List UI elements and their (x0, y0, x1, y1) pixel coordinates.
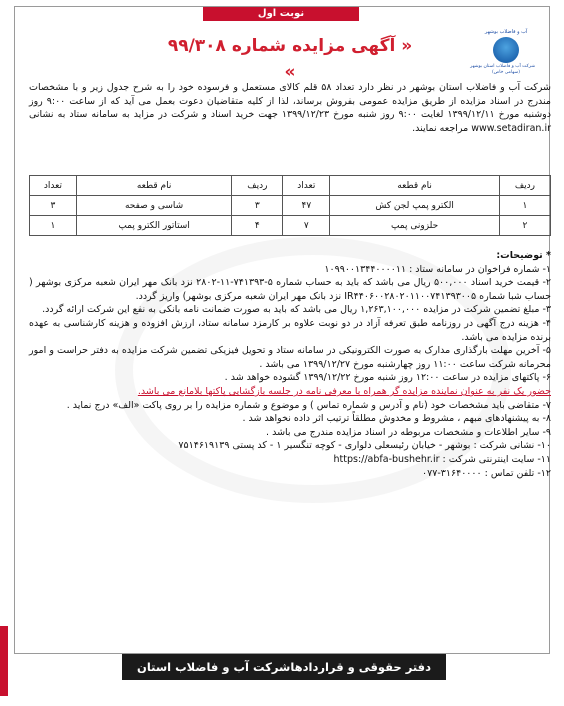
table-row (30, 216, 551, 236)
ad-title: « آگهی مزایده شماره ۹۹/۳۰۸ » (167, 36, 413, 82)
representative-note: حضور یک نفر به عنوان نماینده مزایده گر همراه با معرفی نامه در جلسه بازگشایی پاکتها بلامانع می باشد. (137, 385, 551, 397)
table-cell: ۳ (232, 196, 283, 216)
note-item: ۴- هزینه درج آگهی در روزنامه طبق تعرفه آزاد در دو نوبت علاوه بر کارمزد سامانه ستاد، ارزش افزوده و هزینه کارشناسی به عهده برنده مزایده می باشد. (29, 317, 551, 343)
logo-sub: (سهامی خاص) (492, 70, 520, 75)
table-cell: حلزونی پمپ (330, 216, 500, 236)
col-header: تعداد (30, 176, 77, 196)
table-cell: ۴۷ (283, 196, 330, 216)
notes-section (29, 249, 551, 480)
col-header: ردیف (232, 176, 283, 196)
water-drop-icon (493, 37, 519, 63)
table-row (30, 196, 551, 216)
col-header: ردیف (499, 176, 550, 196)
logo-top-text: آب و فاضلاب بوشهر (484, 29, 528, 35)
logo-caption: شرکت آب و فاضلاب استان بوشهر (470, 64, 535, 69)
note-item: ۷- متقاضی باید مشخصات خود (نام و آدرس و شماره تماس ) و موضوع و شماره مزایده را بر روی پاکت «الف» درج نماید . (66, 399, 551, 411)
note-item: ۲- قیمت خرید اسناد ۵۰۰,۰۰۰ ریال می باشد که باید به حساب شماره ۵-۷۴۱۳۹۳-۱۱-۲۸۰۲ نزد بانک مهر ایران شعبه مرکزی بوشهر ( حساب شبا شماره IR۴۴۰۶۰۰۲۸۰۲۰۱۱۰۰۷۴۱۳۹۳۰۰۵ نزد بانک مهر ایران شعبه مرکزی بوشهر) واریز گردد. (29, 277, 551, 302)
note-item: ۳- مبلغ تضمین شرکت در مزایده ۱,۲۶۳,۱۰۰,۰۰۰ ریال می باشد که باید به صورت ضمانت نامه بانکی به نفع این شرکت ارائه گردد. (42, 304, 551, 316)
table-cell: ۳ (30, 196, 77, 216)
ad-frame (14, 6, 550, 654)
table-cell: ۱ (499, 196, 550, 216)
table-cell: ۲ (499, 216, 550, 236)
footer-banner: دفتر حقوقی و قراردادهاشرکت آب و فاضلاب استان بوشهر (122, 654, 446, 680)
first-round-badge: نوبت اول (203, 7, 359, 21)
note-item: ۸- به پیشنهادهای مبهم ، مشروط و مخدوش مطلقاً ترتیب اثر داده نخواهد شد . (242, 413, 551, 425)
col-header: نام قطعه (76, 176, 231, 196)
col-header: نام قطعه (330, 176, 500, 196)
note-item: ۶- پاکتهای مزایده در ساعت ۱۲:۰۰ روز شنبه مورخ ۱۳۹۹/۱۲/۲۲ گشوده خواهد شد . (224, 372, 551, 384)
website-note: ۱۱- سایت اینترنتی شرکت : https://abfa-bushehr.ir (333, 453, 551, 465)
intro-paragraph: شرکت آب و فاضلاب استان بوشهر در نظر دارد تعداد ۵۸ قلم کالای مستعمل و فرسوده خود را به شرح جدول زیر و با مشخصات مندرج در اسناد مزایده از طریق مزایده عمومی بفروش برساند، لذا از کلیه متقاضیان دعوت بعمل می آید که از ساعت ۹:۰۰ روز دوشنبه مورخ ۱۳۹۹/۱۲/۱۱ لغایت ۹:۰۰ روز شنبه مورخ ۱۳۹۹/۱۲/۲۳ جهت خرید اسناد و شرکت در مزاید به سامانه ستاد به نشانی www.setadiran.ir مراجعه نمایند. (29, 82, 551, 134)
table-cell: ۴ (232, 216, 283, 236)
phone-note: ۱۲- تلفن تماس : ۳۱۶۴۰۰۰۰-۰۷۷ (422, 467, 551, 479)
note-item: ۱- شماره فراخوان در سامانه ستاد : ۱۰۹۹۰۰۱۳۴۴۰۰۰۰۱۱ (324, 263, 551, 275)
table-cell: ۱ (30, 216, 77, 236)
notes-heading: * توضیحات: (496, 250, 551, 261)
company-logo (470, 29, 535, 81)
note-item: ۵- آخرین مهلت بارگذاری مدارک به صورت الکترونیکی در سامانه ستاد و تحویل فیزیکی تضمین شرکت مزایده به دفتر حراست و امور محرمانه شرکت ساعت ۱۱:۰۰ روز چهارشنبه مورخ ۱۳۹۹/۱۲/۲۷ می باشد . (29, 345, 551, 370)
items-table (29, 175, 551, 236)
table-cell: استاتور الکترو پمپ (76, 216, 231, 236)
col-header: تعداد (283, 176, 330, 196)
table-cell: الکترو پمپ لجن کش (330, 196, 500, 216)
note-item: ۱۰- نشانی شرکت : بوشهر - خیابان رئیسعلی دلواری - کوچه تنگسیر ۱ - کد پستی ۷۵۱۴۶۱۹۱۳۹ (178, 440, 551, 452)
red-edge-bar (0, 626, 8, 696)
table-cell: ۷ (283, 216, 330, 236)
note-item: ۹- سایر اطلاعات و مشخصات مربوطه در اسناد مزایده مندرج می باشد . (266, 426, 551, 438)
table-header-row (30, 176, 551, 196)
table-cell: شاسی و صفحه (76, 196, 231, 216)
